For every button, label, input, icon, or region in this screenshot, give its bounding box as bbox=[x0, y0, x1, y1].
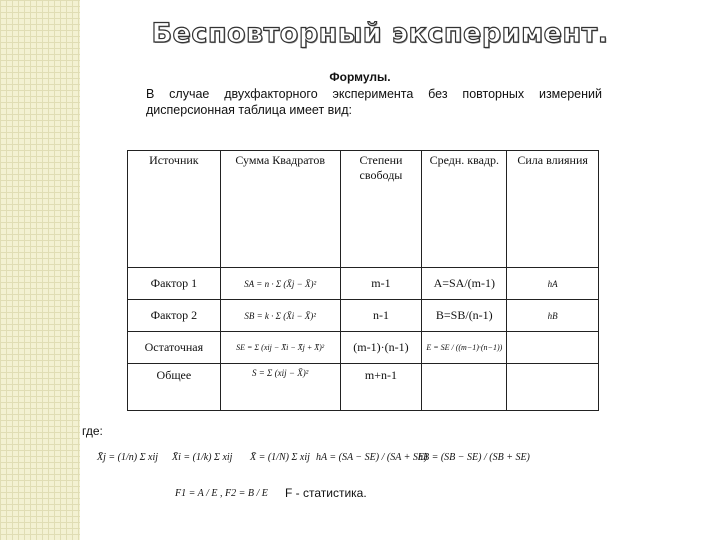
row-source: Остаточная bbox=[128, 332, 221, 364]
row-source: Фактор 2 bbox=[128, 300, 221, 332]
formulas-subtitle: Формулы. bbox=[329, 70, 391, 84]
f-statistic-note: F - статистика. bbox=[285, 486, 367, 500]
row-ss-formula: SB = k · Σ (X̄i − X̄)² bbox=[220, 300, 340, 332]
dispersion-table bbox=[127, 150, 599, 411]
row-df: m+n-1 bbox=[340, 364, 422, 411]
row-power: hA bbox=[507, 268, 599, 300]
row-ss-formula: S = Σ (xij − X̄)² bbox=[220, 364, 340, 411]
formula-grand-mean: X̄ = (1/N) Σ xij bbox=[250, 452, 310, 463]
row-power bbox=[507, 332, 599, 364]
formula-row-mean: X̄i = (1/k) Σ xij bbox=[172, 452, 233, 463]
header-mean-square: Средн. квадр. bbox=[422, 151, 507, 268]
table-row bbox=[128, 364, 599, 411]
intro-text: В случае двухфакторного эксперимента без повторных измерений дисперсионная таблица имеет вид: bbox=[146, 87, 602, 117]
header-degrees-freedom: Степени свободы bbox=[340, 151, 422, 268]
table-row bbox=[128, 300, 599, 332]
row-df: n-1 bbox=[340, 300, 422, 332]
formula-column-mean: X̄j = (1/n) Σ xij bbox=[97, 452, 159, 463]
row-power bbox=[507, 364, 599, 411]
row-ss-formula: SE = Σ (xij − X̄i − X̄j + X̄)² bbox=[220, 332, 340, 364]
row-source: Общее bbox=[128, 364, 221, 411]
slide-title: Бесповторный эксперимент. bbox=[151, 18, 609, 49]
table-row bbox=[128, 332, 599, 364]
table-header-row bbox=[128, 151, 599, 268]
formula-ha: hA = (SA − SE) / (SA + SE) bbox=[316, 452, 428, 463]
header-sum-squares: Сумма Квадратов bbox=[220, 151, 340, 268]
row-ms: B=SB/(n-1) bbox=[422, 300, 507, 332]
formula-hb: hB = (SB − SE) / (SB + SE) bbox=[418, 452, 530, 463]
row-ms bbox=[422, 364, 507, 411]
formula-f: F1 = A / E , F2 = B / E bbox=[175, 488, 268, 499]
header-source: Источник bbox=[128, 151, 221, 268]
row-source: Фактор 1 bbox=[128, 268, 221, 300]
row-power: hB bbox=[507, 300, 599, 332]
row-ms: A=SA/(m-1) bbox=[422, 268, 507, 300]
header-influence: Сила влияния bbox=[507, 151, 599, 268]
table-row bbox=[128, 268, 599, 300]
where-label: где: bbox=[82, 424, 103, 438]
row-ss-formula: SA = n · Σ (X̄j − X̄)² bbox=[220, 268, 340, 300]
row-ms: E = SE / ((m−1)·(n−1)) bbox=[422, 332, 507, 364]
row-df: m-1 bbox=[340, 268, 422, 300]
row-df: (m-1)·(n-1) bbox=[340, 332, 422, 364]
